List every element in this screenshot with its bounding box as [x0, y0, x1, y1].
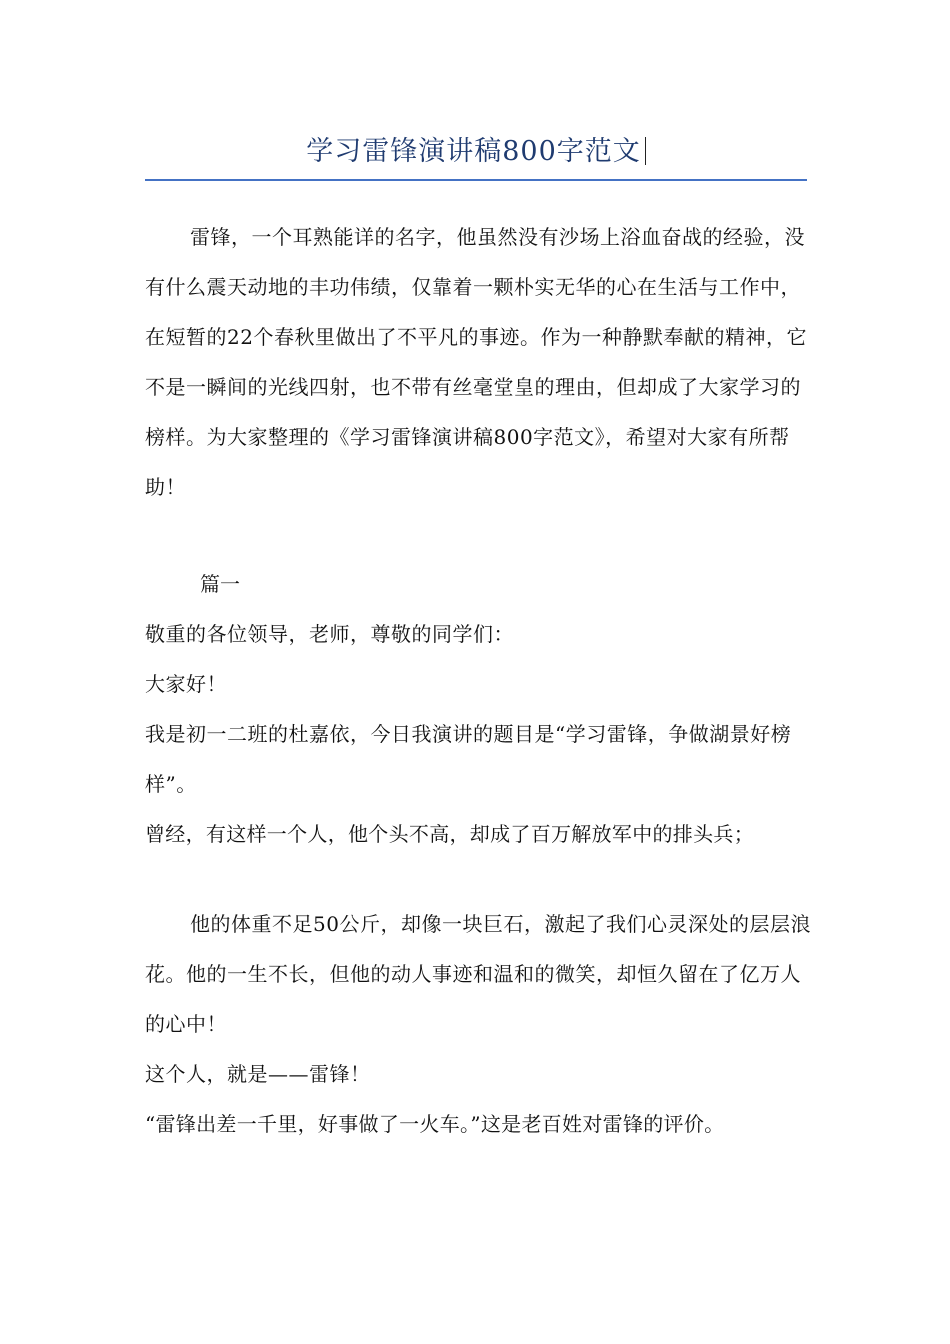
- greeting-line: 大家好！: [145, 672, 227, 696]
- text-cursor: [645, 137, 646, 165]
- document-title-container: [145, 130, 807, 174]
- paragraph-spacer: [145, 512, 820, 559]
- salutation-line: 敬重的各位领导，老师，尊敬的同学们：: [145, 622, 514, 646]
- self-intro-line: 我是初一二班的杜嘉依，今日我演讲的题目是“学习雷锋，争做湖景好榜样”。: [145, 722, 792, 796]
- this-person-line: 这个人，就是——雷锋！: [145, 1062, 371, 1086]
- document-body: [145, 212, 820, 1149]
- document-title: 学习雷锋演讲稿800字范文: [306, 136, 641, 167]
- weight-paragraph: 他的体重不足50公斤，却像一块巨石，激起了我们心灵深处的层层浪花。他的一生不长，但他的动人事迹和温和的微笑，却恒久留在了亿万人的心中！: [145, 912, 811, 1036]
- intro-paragraph: 雷锋，一个耳熟能详的名字，他虽然没有沙场上浴血奋战的经验，没有什么震天动地的丰功伟绩，仅靠着一颗朴实无华的心在生活与工作中，在短暂的22个春秋里做出了不平凡的事迹。作为一种静默奉献的精神，它不是一瞬间的光线四射，也不带有丝毫堂皇的理由，但却成了大家学习的榜样。为大家整理的《学习雷锋演讲稿800字范文》，希望对大家有所帮助！: [145, 225, 807, 499]
- quote-line: “雷锋出差一千里，好事做了一火车。”这是老百姓对雷锋的评价。: [145, 1112, 725, 1136]
- title-underline: [145, 179, 807, 181]
- once-line: 曾经，有这样一个人，他个头不高，却成了百万解放军中的排头兵；: [145, 822, 754, 846]
- section-heading: 篇一: [200, 572, 240, 596]
- paragraph-spacer: [145, 859, 820, 899]
